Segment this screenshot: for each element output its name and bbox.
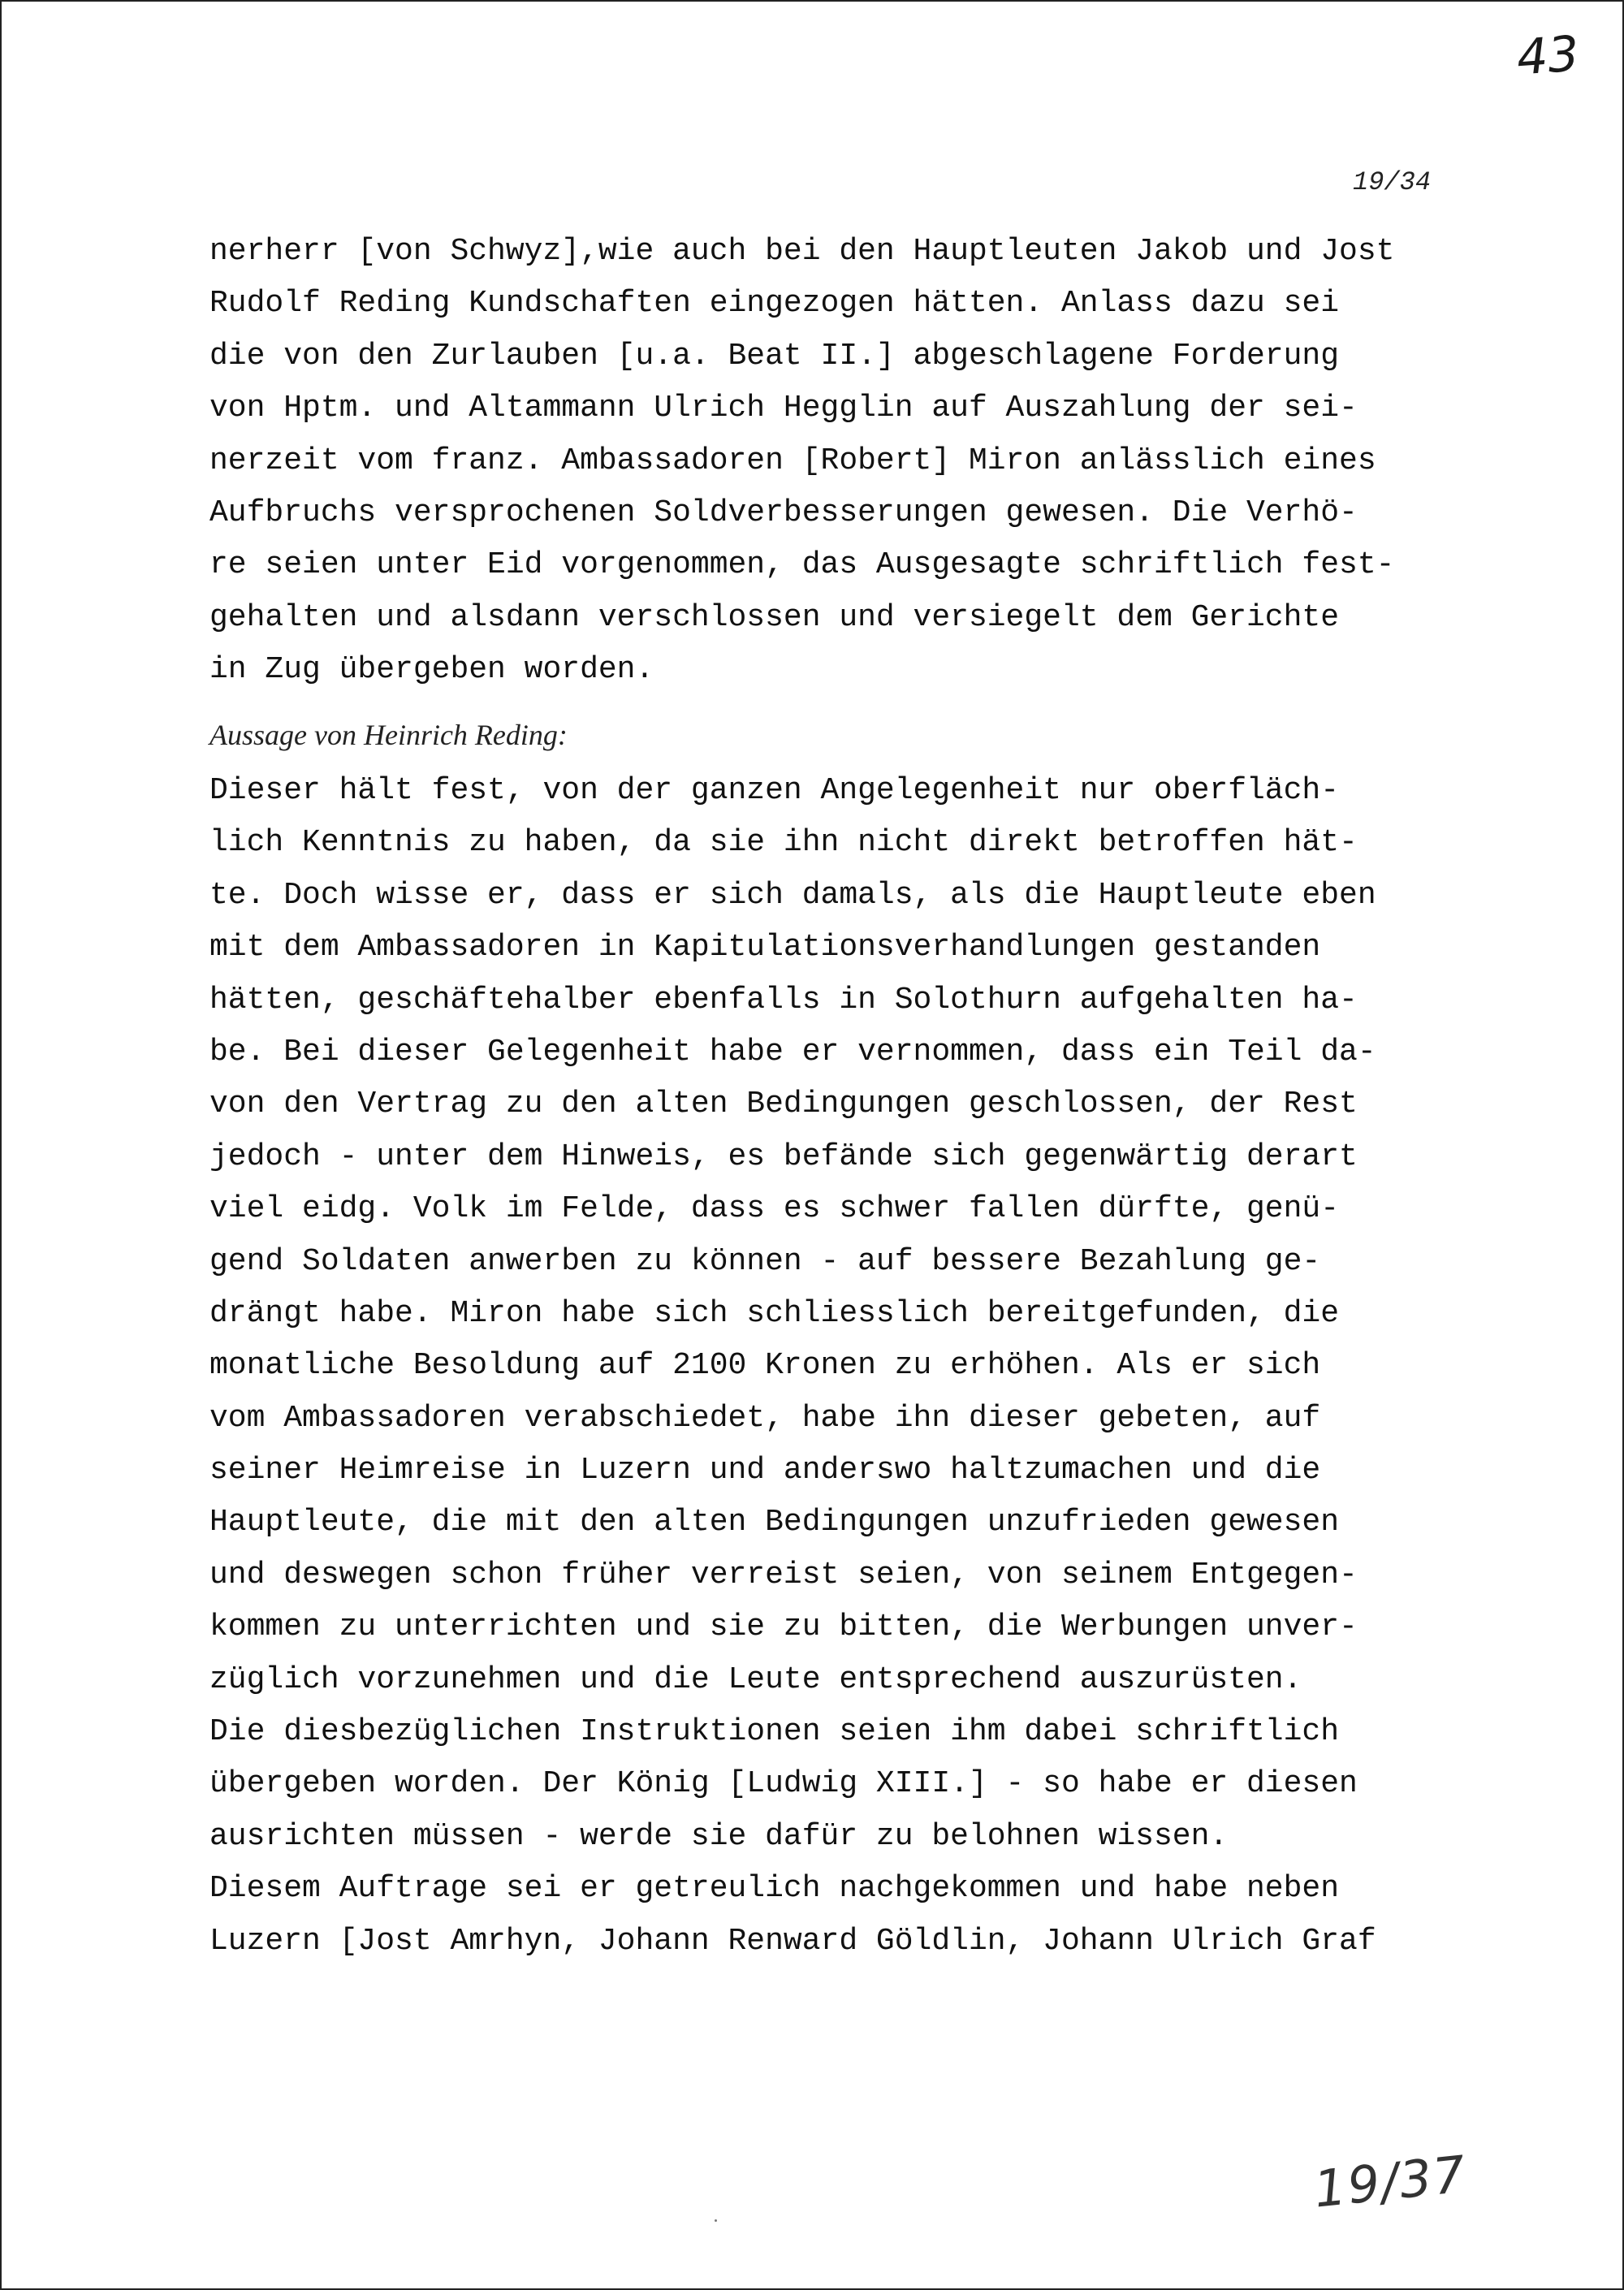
text-line: kommen zu unterrichten und sie zu bitten, die Werbungen unver-: [209, 1609, 1358, 1645]
text-line: von Hptm. und Altammann Ulrich Hegglin auf Auszahlung der sei-: [209, 391, 1358, 426]
text-line: von den Vertrag zu den alten Bedingungen geschlossen, der Rest: [209, 1087, 1358, 1122]
text-line: gend Soldaten anwerben zu können - auf bessere Bezahlung ge-: [209, 1243, 1321, 1279]
text-line: ausrichten müssen - werde sie dafür zu belohnen wissen.: [209, 1818, 1229, 1854]
handwritten-page-note: 19/37: [1311, 2144, 1470, 2219]
text-line: gehalten und alsdann verschlossen und versiegelt dem Gerichte: [209, 599, 1340, 635]
paragraph-1: [209, 226, 1476, 697]
scan-speck: [715, 2219, 717, 2222]
text-line: re seien unter Eid vorgenommen, das Ausgesagte schriftlich fest-: [209, 547, 1395, 583]
page-number: 19/34: [1353, 167, 1432, 197]
text-line: Hauptleute, die mit den alten Bedingungen unzufrieden gewesen: [209, 1505, 1340, 1540]
section-heading: Aussage von Heinrich Reding:: [209, 719, 568, 751]
text-line: viel eidg. Volk im Felde, dass es schwer fallen dürfte, genü-: [209, 1191, 1340, 1227]
text-line: be. Bei dieser Gelegenheit habe er vernommen, dass ein Teil da-: [209, 1034, 1376, 1069]
text-line: nerzeit vom franz. Ambassadoren [Robert] Miron anlässlich eines: [209, 443, 1376, 478]
text-line: übergeben worden. Der König [Ludwig XIII.] - so habe er diesen: [209, 1766, 1358, 1802]
text-line: nerherr [von Schwyz],wie auch bei den Hauptleuten Jakob und Jost: [209, 234, 1395, 269]
text-line: in Zug übergeben worden.: [209, 652, 654, 688]
text-line: te. Doch wisse er, dass er sich damals, als die Hauptleute eben: [209, 877, 1376, 913]
text-line: monatliche Besoldung auf 2100 Kronen zu erhöhen. Als er sich: [209, 1348, 1321, 1384]
text-line: Dieser hält fest, von der ganzen Angelegenheit nur oberfläch-: [209, 773, 1340, 808]
archive-number: 43: [1514, 25, 1581, 87]
text-line: Luzern [Jost Amrhyn, Johann Renward Göldlin, Johann Ulrich Graf: [209, 1923, 1376, 1959]
text-line: die von den Zurlauben [u.a. Beat II.] abgeschlagene Forderung: [209, 338, 1340, 374]
text-line: und deswegen schon früher verreist seien, von seinem Entgegen-: [209, 1557, 1358, 1592]
text-line: hätten, geschäftehalber ebenfalls in Solothurn aufgehalten ha-: [209, 982, 1358, 1018]
text-line: seiner Heimreise in Luzern und anderswo haltzumachen und die: [209, 1453, 1321, 1488]
text-line: drängt habe. Miron habe sich schliesslich bereitgefunden, die: [209, 1295, 1340, 1331]
paragraph-2: [209, 765, 1476, 1968]
text-line: Rudolf Reding Kundschaften eingezogen hätten. Anlass dazu sei: [209, 286, 1340, 322]
text-line: Die diesbezüglichen Instruktionen seien ihm dabei schriftlich: [209, 1714, 1340, 1750]
text-line: lich Kenntnis zu haben, da sie ihn nicht direkt betroffen hät-: [209, 825, 1358, 861]
text-line: Diesem Auftrage sei er getreulich nachgekommen und habe neben: [209, 1871, 1340, 1907]
text-line: Aufbruchs versprochenen Soldverbesserungen gewesen. Die Verhö-: [209, 495, 1358, 530]
text-line: züglich vorzunehmen und die Leute entsprechend auszurüsten.: [209, 1661, 1302, 1697]
text-line: mit dem Ambassadoren in Kapitulationsverhandlungen gestanden: [209, 930, 1321, 966]
text-line: jedoch - unter dem Hinweis, es befände sich gegenwärtig derart: [209, 1139, 1358, 1174]
text-line: vom Ambassadoren verabschiedet, habe ihn dieser gebeten, auf: [209, 1400, 1321, 1436]
